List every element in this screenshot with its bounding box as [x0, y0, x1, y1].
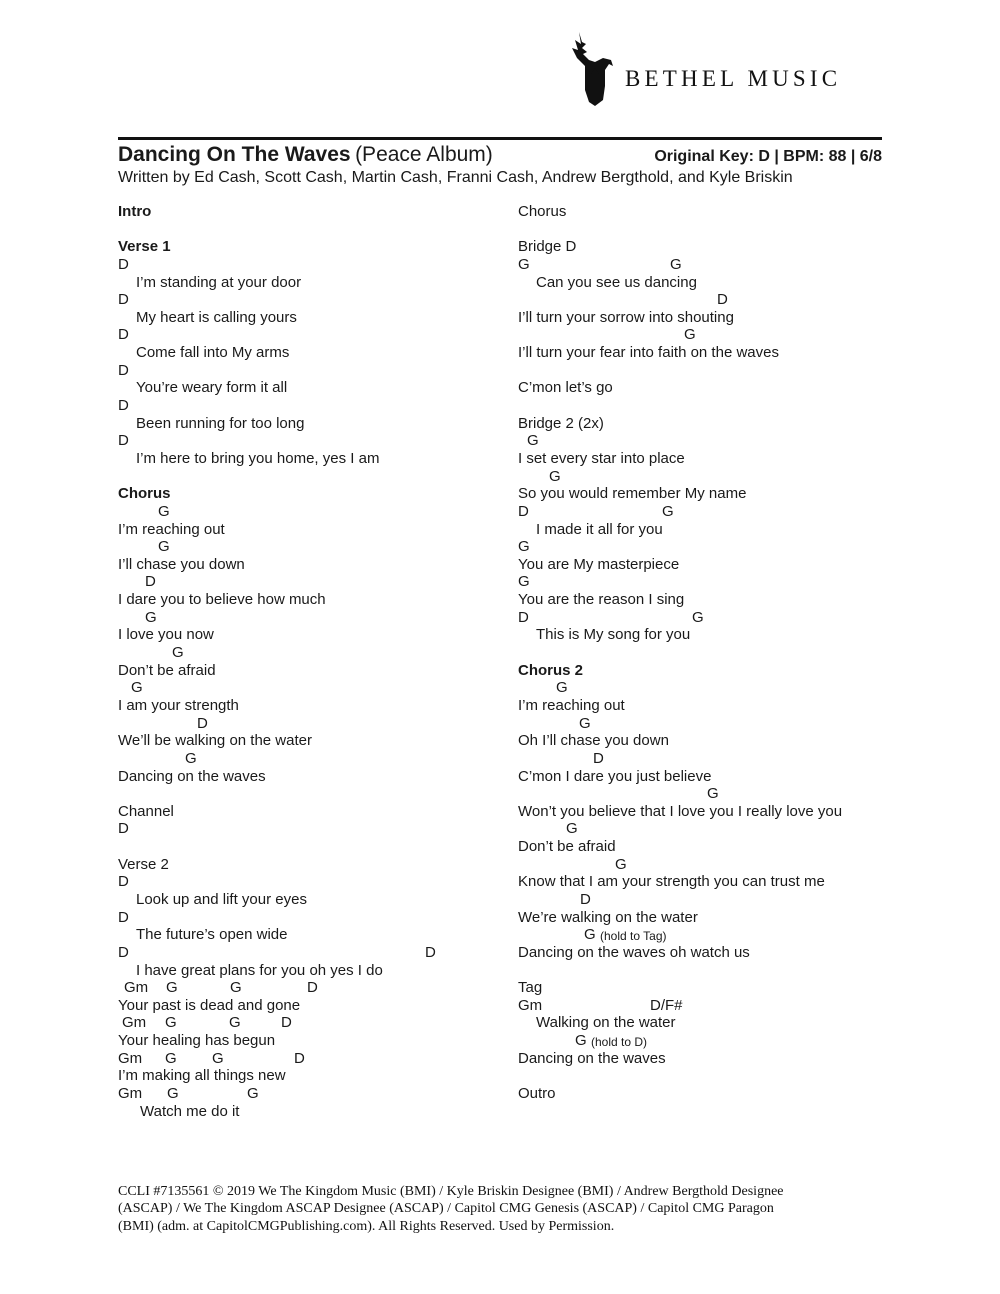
- lyric: Look up and lift your eyes: [136, 890, 307, 908]
- section-intro: [118, 203, 518, 221]
- lyric-line: I’ll chase you down: [118, 555, 245, 573]
- section-heading: Chorus: [518, 203, 567, 220]
- lyric-line: [518, 1014, 893, 1032]
- chord: G: [518, 255, 530, 273]
- chord-line: [118, 326, 518, 344]
- lyric: The future’s open wide: [136, 926, 288, 944]
- lyric-line: I set every star into place: [518, 449, 685, 467]
- bethel-music-logo: [565, 28, 885, 108]
- left-column: [118, 203, 518, 1138]
- chord: G: [158, 538, 170, 556]
- chord: D: [118, 291, 129, 309]
- lyric: My heart is calling yours: [136, 308, 297, 326]
- chord: G: [549, 467, 561, 485]
- chord-line: [518, 926, 893, 944]
- chord: D: [593, 749, 604, 767]
- chord-line: [118, 1085, 518, 1103]
- hold-note: (hold to D): [591, 1035, 648, 1050]
- heading-text: Bridge 2: [518, 414, 574, 432]
- chord-line: [518, 573, 893, 591]
- chord-line: [518, 715, 893, 733]
- lyric-line: So you would remember My name: [518, 485, 747, 503]
- chord: G: [172, 644, 184, 662]
- chord: D: [580, 890, 591, 908]
- chord: D: [118, 873, 129, 891]
- chord-line: [118, 432, 518, 450]
- chord: D: [425, 943, 436, 961]
- chord: D: [307, 979, 318, 997]
- section-heading: Outro: [518, 1085, 556, 1103]
- lyric: I’m standing at your door: [136, 273, 302, 291]
- section-heading: Bridge D: [518, 238, 577, 256]
- section-heading: Chorus: [118, 485, 171, 503]
- chord: G: [662, 502, 674, 520]
- repeat-note: (2x): [578, 414, 604, 432]
- lyric-line: I’m reaching out: [518, 696, 625, 714]
- lyric-line: [118, 415, 518, 433]
- section-verse-1: [118, 238, 518, 467]
- chord: Gm: [518, 996, 543, 1014]
- section-outro: [518, 1085, 893, 1103]
- hold-note: (hold to Tag): [600, 929, 667, 944]
- section-tag: [518, 979, 893, 1067]
- lyric-line: [118, 274, 518, 292]
- section-heading: Verse 2: [118, 855, 169, 873]
- chord-line: [118, 256, 518, 274]
- brand-name: BETHEL MUSIC: [625, 66, 842, 91]
- chord-line: [118, 873, 518, 891]
- lyric-line: [118, 309, 518, 327]
- lyric: You’re weary form it all: [136, 379, 288, 397]
- lyric: I have great plans for you oh yes I do: [136, 961, 383, 979]
- lyric-line: [118, 926, 518, 944]
- footer-line: (BMI) (adm. at CapitolCMGPublishing.com). All Rights Reserved. Used by Permission.: [118, 1218, 615, 1234]
- chord-line: [118, 644, 518, 662]
- chord-line: [518, 679, 893, 697]
- section-channel: [118, 803, 518, 838]
- lyric-line: I am your strength: [118, 696, 239, 714]
- chord: G: [229, 1014, 241, 1032]
- chord-line: [518, 468, 893, 486]
- lyric-line: [518, 521, 893, 539]
- lyric-line: [118, 344, 518, 362]
- chord: D: [118, 432, 129, 450]
- chord: D: [118, 397, 129, 415]
- chord-line: [118, 503, 518, 521]
- chord-line: [118, 909, 518, 927]
- lyric: I made it all for you: [536, 520, 663, 538]
- chord: D/F#: [650, 996, 683, 1014]
- title-rule: [118, 137, 882, 140]
- chord: G: [165, 1014, 177, 1032]
- chord-line: [518, 891, 893, 909]
- chord: G: [158, 502, 170, 520]
- chord: G: [575, 1032, 587, 1050]
- chord-line: [518, 856, 893, 874]
- chord: D: [294, 1049, 305, 1067]
- chord: G: [518, 573, 530, 591]
- chord: D: [118, 820, 129, 838]
- chord-line: [118, 979, 518, 997]
- chord-line: [518, 997, 893, 1015]
- chord-line: [518, 750, 893, 768]
- lyric-line: Won’t you believe that I love you I really love you: [518, 802, 843, 820]
- lyric: Walking on the water: [536, 1014, 676, 1032]
- section-heading: Tag: [518, 979, 543, 997]
- lyric: I’m here to bring you home, yes I am: [136, 449, 380, 467]
- chord: G: [670, 255, 682, 273]
- chord: Gm: [118, 1085, 143, 1103]
- chord: D: [118, 326, 129, 344]
- section-heading: [518, 415, 893, 433]
- chord-line: [518, 432, 893, 450]
- chord: G: [584, 926, 596, 944]
- chord-line: [118, 820, 518, 838]
- section-chorus-ref: [518, 203, 893, 221]
- chord-line: [518, 1032, 893, 1050]
- lyric-line: Dancing on the waves: [518, 1049, 666, 1067]
- song-title: Dancing On The Waves: [118, 143, 351, 166]
- chord-line: [518, 503, 893, 521]
- section-heading: Chorus 2: [518, 661, 584, 679]
- lyric-line: Your past is dead and gone: [118, 996, 301, 1014]
- lyric-line: [118, 450, 518, 468]
- title-line: [118, 143, 882, 169]
- lyric-line: [518, 274, 893, 292]
- chord-line: [118, 944, 518, 962]
- chord-line: [518, 820, 893, 838]
- lyric-line: Dancing on the waves oh watch us: [518, 943, 750, 961]
- chord: G: [185, 749, 197, 767]
- section-heading: Channel: [118, 802, 174, 820]
- lyric-line: I love you now: [118, 626, 214, 644]
- chord: D: [197, 714, 208, 732]
- chord: G: [166, 979, 178, 997]
- lyric-line: I’m making all things new: [118, 1067, 286, 1085]
- chord-line: [118, 715, 518, 733]
- lyric-line: Don’t be afraid: [518, 838, 616, 856]
- section-bridge: [518, 238, 893, 397]
- chord: D: [145, 573, 156, 591]
- chord: D: [281, 1014, 292, 1032]
- lyric-line: I’m reaching out: [118, 520, 225, 538]
- chord: G: [230, 979, 242, 997]
- chord-line: [118, 750, 518, 768]
- chord-line: [118, 609, 518, 627]
- chord: G: [212, 1049, 224, 1067]
- chord: G: [684, 326, 696, 344]
- chord-line: [518, 256, 893, 274]
- chord-line: [518, 538, 893, 556]
- lyric: Watch me do it: [140, 1102, 240, 1120]
- lyric-line: C’mon I dare you just believe: [518, 767, 712, 785]
- lyric: Can you see us dancing: [536, 273, 697, 291]
- lyric-line: You are the reason I sing: [518, 591, 685, 609]
- chord: G: [615, 855, 627, 873]
- footer-line: (ASCAP) / We The Kingdom ASCAP Designee (ASCAP) / Capitol CMG Genesis (ASCAP) / Capitol CMG Paragon: [118, 1201, 774, 1217]
- lyric-line: I dare you to believe how much: [118, 591, 326, 609]
- chord: D: [717, 291, 728, 309]
- section-heading: Verse 1: [118, 238, 171, 256]
- lyric-line: [118, 891, 518, 909]
- right-column: [518, 203, 893, 1120]
- chord: G: [566, 820, 578, 838]
- chord: G: [167, 1085, 179, 1103]
- writers-credit: Written by Ed Cash, Scott Cash, Martin Cash, Franni Cash, Andrew Bergthold, and Kyle Briskin: [118, 169, 793, 186]
- chord: G: [131, 679, 143, 697]
- chord: G: [247, 1085, 259, 1103]
- chord: G: [692, 608, 704, 626]
- chord-line: [118, 538, 518, 556]
- lyric-line: Know that I am your strength you can trust me: [518, 873, 825, 891]
- section-bridge-2: [518, 415, 893, 644]
- chord-line: [518, 291, 893, 309]
- chord: G: [527, 432, 539, 450]
- chord-line: [118, 362, 518, 380]
- lyric-line: I’ll turn your fear into faith on the waves: [518, 344, 779, 362]
- chord: G: [556, 679, 568, 697]
- chord: D: [118, 255, 129, 273]
- chord: Gm: [122, 1014, 147, 1032]
- chord-line: [518, 785, 893, 803]
- chord: D: [518, 608, 529, 626]
- chord-line: [118, 397, 518, 415]
- lyric-line: C’mon let’s go: [518, 379, 613, 397]
- chord-line: [118, 1014, 518, 1032]
- chord: D: [118, 908, 129, 926]
- deer-head-icon: [565, 28, 625, 108]
- chord-line: [518, 609, 893, 627]
- section-chorus: [118, 485, 518, 785]
- chord: G: [145, 608, 157, 626]
- footer-line: CCLI #7135561 © 2019 We The Kingdom Music (BMI) / Kyle Briskin Designee (BMI) / Andrew Bergthold Designee: [118, 1184, 784, 1199]
- chord: D: [118, 943, 129, 961]
- chord-line: [118, 573, 518, 591]
- chord-line: [118, 679, 518, 697]
- copyright-footer: [118, 1183, 888, 1235]
- chord-line: [118, 1050, 518, 1068]
- lyric-line: Oh I’ll chase you down: [518, 732, 669, 750]
- lyric-line: [118, 1103, 518, 1121]
- lyric-line: [118, 379, 518, 397]
- lyric-line: We’re walking on the water: [518, 908, 698, 926]
- chord-line: [118, 291, 518, 309]
- chord: G: [165, 1049, 177, 1067]
- chord: G: [518, 538, 530, 556]
- chord: D: [118, 361, 129, 379]
- chord: Gm: [124, 979, 149, 997]
- lyric-line: I’ll turn your sorrow into shouting: [518, 308, 734, 326]
- lyric: This is My song for you: [536, 626, 691, 644]
- chord: Gm: [118, 1049, 143, 1067]
- lyric-line: [518, 626, 893, 644]
- chord-line: [518, 326, 893, 344]
- blank-line: [518, 362, 893, 380]
- lyric-line: Dancing on the waves: [118, 767, 266, 785]
- lyric-line: We’ll be walking on the water: [118, 732, 312, 750]
- section-verse-2: [118, 856, 518, 1121]
- key-info: Original Key: D | BPM: 88 | 6/8: [654, 148, 882, 165]
- lyric: Come fall into My arms: [136, 344, 290, 362]
- section-heading: Intro: [118, 203, 152, 220]
- chord: D: [518, 502, 529, 520]
- section-chorus-2: [518, 662, 893, 962]
- album-name: (Peace Album): [355, 143, 493, 166]
- lyric-line: You are My masterpiece: [518, 555, 680, 573]
- chord: G: [707, 785, 719, 803]
- chord: G: [579, 714, 591, 732]
- lyric-line: [118, 962, 518, 980]
- lyric-line: Your healing has begun: [118, 1032, 276, 1050]
- lyric-line: Don’t be afraid: [118, 661, 216, 679]
- lyric: Been running for too long: [136, 414, 305, 432]
